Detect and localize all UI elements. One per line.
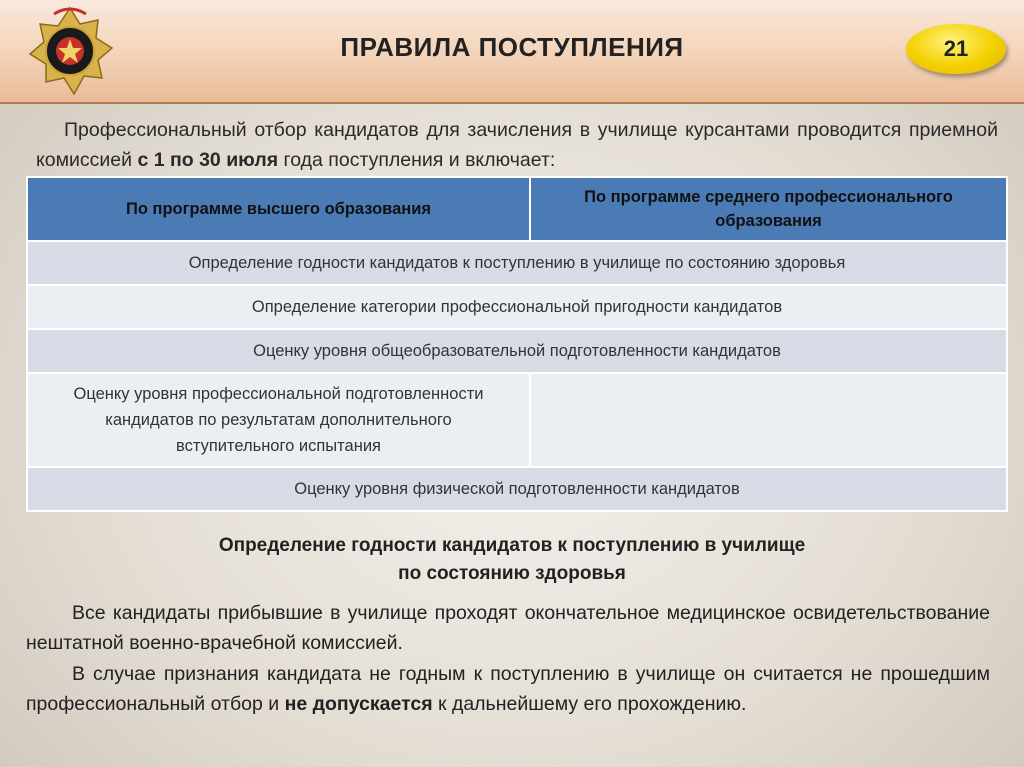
header-band	[0, 0, 1024, 104]
intro-date-range: с 1 по 30 июля	[137, 149, 279, 171]
table-row	[27, 285, 1007, 329]
admission-stages-table	[26, 176, 1008, 512]
intro-paragraph	[36, 115, 998, 175]
header-higher-education: По программе высшего образования	[27, 177, 530, 241]
table-cell-general-education: Оценку уровня общеобразовательной подготовленности кандидатов	[27, 329, 1007, 373]
section-heading-line2: по состоянию здоровья	[398, 563, 626, 584]
table-cell-health: Определение годности кандидатов к поступлению в училище по состоянию здоровья	[27, 241, 1007, 285]
table-row	[27, 241, 1007, 285]
intro-text-before: Профессиональный отбор кандидатов для зачисления в училище курсантами проводится приемной комиссией	[36, 119, 998, 171]
slide-number-badge: 21	[906, 24, 1006, 74]
section-heading-line1: Определение годности кандидатов к поступлению в училище	[218, 535, 806, 556]
paragraph-unfit-after: к дальнейшему его прохождению.	[432, 693, 747, 715]
section-heading	[0, 532, 1024, 588]
not-admitted-text: не допускается	[284, 693, 433, 715]
intro-text-after: года поступления и включает:	[278, 149, 556, 171]
table-header-row	[27, 177, 1007, 241]
table-cell-category: Определение категории профессиональной пригодности кандидатов	[27, 285, 1007, 329]
header-secondary-education: По программе среднего профессионального образования	[530, 177, 1007, 241]
table-cell-professional: Оценку уровня профессиональной подготовленности кандидатов по результатам дополнительного вступительного испытания	[27, 373, 530, 467]
table-row	[27, 467, 1007, 511]
table-row	[27, 329, 1007, 373]
paragraph-unfit-before: В случае признания кандидата не годным к поступлению в училище он считается не прошедшим профессиональный отбор и	[26, 663, 990, 715]
slide-title: ПРАВИЛА ПОСТУПЛЕНИЯ	[340, 32, 684, 62]
paragraph-medical: Все кандидаты прибывшие в училище проходят окончательное медицинское освидетельствование нештатной военно-врачебной комиссией.	[26, 602, 990, 654]
table-row	[27, 373, 1007, 467]
table-cell-physical: Оценку уровня физической подготовленности кандидатов	[27, 467, 1007, 511]
table-cell-empty	[530, 373, 1007, 467]
paragraph-unfit	[26, 659, 990, 719]
